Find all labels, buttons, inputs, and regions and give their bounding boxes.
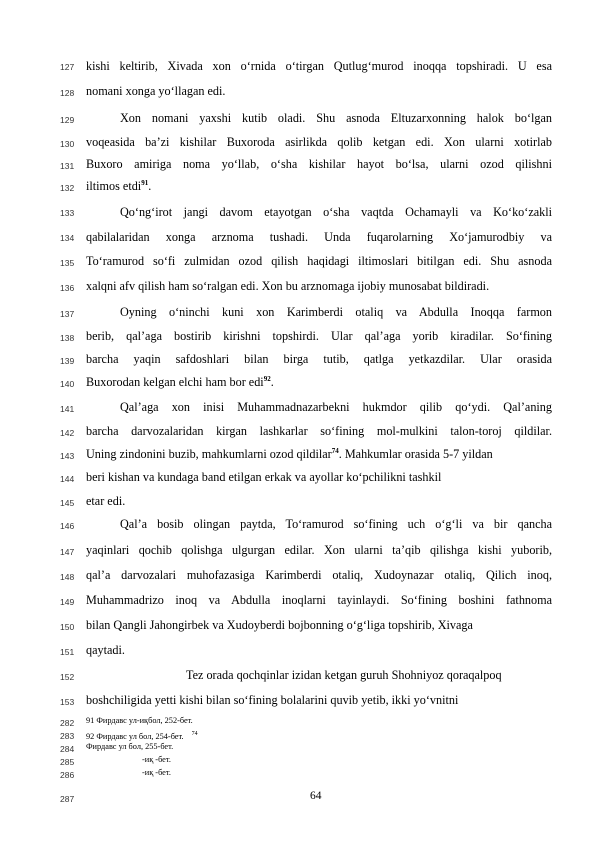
text-line: Tez orada qochqinlar izidan ketgan guruh Shohniyoz qoraqalpoq xyxy=(186,668,502,682)
text-line: kishi keltirib, Xivada xon o‘rnida o‘tirgan Qutlug‘murod inoqqa topshiradi. U esa xyxy=(86,59,552,73)
text-line: qal’a darvozalari muhofazasiga Karimberdi otaliq, Xudoynazar otaliq, Qilich inoq, xyxy=(86,568,552,582)
line-number: 134 xyxy=(60,233,75,243)
footnote-text: 92 Фирдавс ул бол, 254-бет. xyxy=(86,731,184,741)
text-line: Oyning o‘ninchi kuni xon Karimberdi otaliq va Abdulla Inoqqa farmon xyxy=(120,305,552,319)
footnote: Фирдавс ул бол, 255-бет. xyxy=(86,742,174,751)
text-line: Qal’a bosib olingan paytda, To‘ramurod so‘fining uch o‘g‘li va bir qancha xyxy=(120,517,552,531)
line-number: 130 xyxy=(60,139,75,149)
text-span: . Mahkumlar orasida 5-7 yildan xyxy=(338,447,493,461)
footnote-ref: 74 xyxy=(331,446,339,455)
text-line: voqeasida ba’zi kishilar Buxoroda asirlikda qolib ketgan edi. Xon ularni xotirlab xyxy=(86,135,552,149)
line-number: 139 xyxy=(60,356,75,366)
line-number: 153 xyxy=(60,697,75,707)
line-number: 140 xyxy=(60,379,75,389)
text-line: yaqinlari qochib qolishga ulgurgan edilar. Xon ularni ta’qib qilishga kishi yuborib, xyxy=(86,543,552,557)
footnote: -иқ -бет. xyxy=(142,755,171,764)
text-line: Buxoro amiriga noma yo‘llab, o‘sha kishilar hayot bo‘lsa, ularni ozod qilishni xyxy=(86,157,552,171)
text-line: barcha darvozalaridan kirgan lashkarlar so‘fining mol-mulkini talon-toroj qildilar. xyxy=(86,424,552,438)
text-line xyxy=(86,179,552,193)
line-number: 287 xyxy=(60,794,75,804)
line-number: 138 xyxy=(60,333,75,343)
text-span: Buxorodan kelgan elchi ham bor edi xyxy=(86,375,264,389)
text-line: etar edi. xyxy=(86,494,126,508)
line-number: 282 xyxy=(60,718,75,728)
line-number: 136 xyxy=(60,283,75,293)
text-line: Qo‘ng‘irot jangi davom etayotgan o‘sha vaqtda Ochamayli va Ko‘ko‘zakli xyxy=(120,205,552,219)
text-line xyxy=(86,447,552,461)
line-number: 147 xyxy=(60,547,75,557)
text-line: To‘ramurod so‘fi zulmidan ozod qilish haqidagi iltimoslari bitilgan edi. Shu asnoda xyxy=(86,254,552,268)
text-line: Qal’aga xon inisi Muhammadnazarbekni hukmdor qilib qo‘ydi. Qal’aning xyxy=(120,400,552,414)
text-line: beri kishan va kundaga band etilgan erkak va ayollar ko‘pchilikni tashkil xyxy=(86,470,442,484)
text-line: nomani xonga yo‘llagan edi. xyxy=(86,84,226,98)
line-number: 132 xyxy=(60,183,75,193)
text-line: bilan Qangli Jahongirbek va Xudoyberdi bojbonning o‘g‘liga topshirib, Xivaga xyxy=(86,618,473,632)
line-number: 144 xyxy=(60,474,75,484)
line-number: 151 xyxy=(60,647,75,657)
text-span: iltimos etdi xyxy=(86,179,142,193)
line-number: 145 xyxy=(60,498,75,508)
text-line: berib, qal’aga bostirib kirishni topshirdi. Ular qal’aga yorib kiradilar. So‘fining xyxy=(86,329,552,343)
line-number: 133 xyxy=(60,208,75,218)
line-number: 152 xyxy=(60,672,75,682)
line-number: 149 xyxy=(60,597,75,607)
text-line: qabilalaridan xonga arznoma tushadi. Unda fuqarolarning Xo‘jamurodbiy va xyxy=(86,230,552,244)
text-line xyxy=(86,375,552,389)
text-line: xalqni afv qilish ham so‘ralgan edi. Xon bu arznomaga ijobiy munosabat bildiradi. xyxy=(86,279,490,293)
line-number: 285 xyxy=(60,757,75,767)
line-number: 148 xyxy=(60,572,75,582)
line-number: 150 xyxy=(60,622,75,632)
footnote-ref: 92 xyxy=(263,374,271,383)
line-number: 128 xyxy=(60,88,75,98)
line-number: 142 xyxy=(60,428,75,438)
line-number: 286 xyxy=(60,770,75,780)
line-number: 135 xyxy=(60,258,75,268)
line-number: 127 xyxy=(60,62,75,72)
footnote xyxy=(86,729,198,742)
text-line: barcha yaqin safdoshlari bilan birga tutib, qatlga yetkazdilar. Ular orasida xyxy=(86,352,552,366)
line-number: 129 xyxy=(60,115,75,125)
line-number: 146 xyxy=(60,521,75,531)
page-number: 64 xyxy=(310,790,322,802)
footnote: 91 Фирдавс ул-иқбол, 252-бет. xyxy=(86,716,193,725)
text-line: boshchiligida yetti kishi bilan so‘fining bolalarini quvib yetib, ikki yo‘vnitni xyxy=(86,693,459,707)
line-number: 137 xyxy=(60,309,75,319)
footnote-ref: 91 xyxy=(141,178,149,187)
text-span: . xyxy=(148,179,152,193)
text-line: Muhammadrizo inoq va Abdulla inoqlarni tayinlaydi. So‘fining boshini fathnoma xyxy=(86,593,552,607)
text-line: qaytadi. xyxy=(86,643,125,657)
line-number: 283 xyxy=(60,731,75,741)
line-number: 143 xyxy=(60,451,75,461)
text-line: Xon nomani yaxshi kutib oladi. Shu asnoda Eltuzarxonning halok bo‘lgan xyxy=(120,111,552,125)
text-span: Uning zindonini buzib, mahkumlarni ozod qildilar xyxy=(86,447,332,461)
footnote-mark: 74 xyxy=(191,731,198,737)
footnote: -иқ -бет. xyxy=(142,768,171,777)
line-number: 131 xyxy=(60,161,75,171)
line-number: 141 xyxy=(60,404,75,414)
text-span: . xyxy=(270,375,274,389)
line-number: 284 xyxy=(60,744,75,754)
